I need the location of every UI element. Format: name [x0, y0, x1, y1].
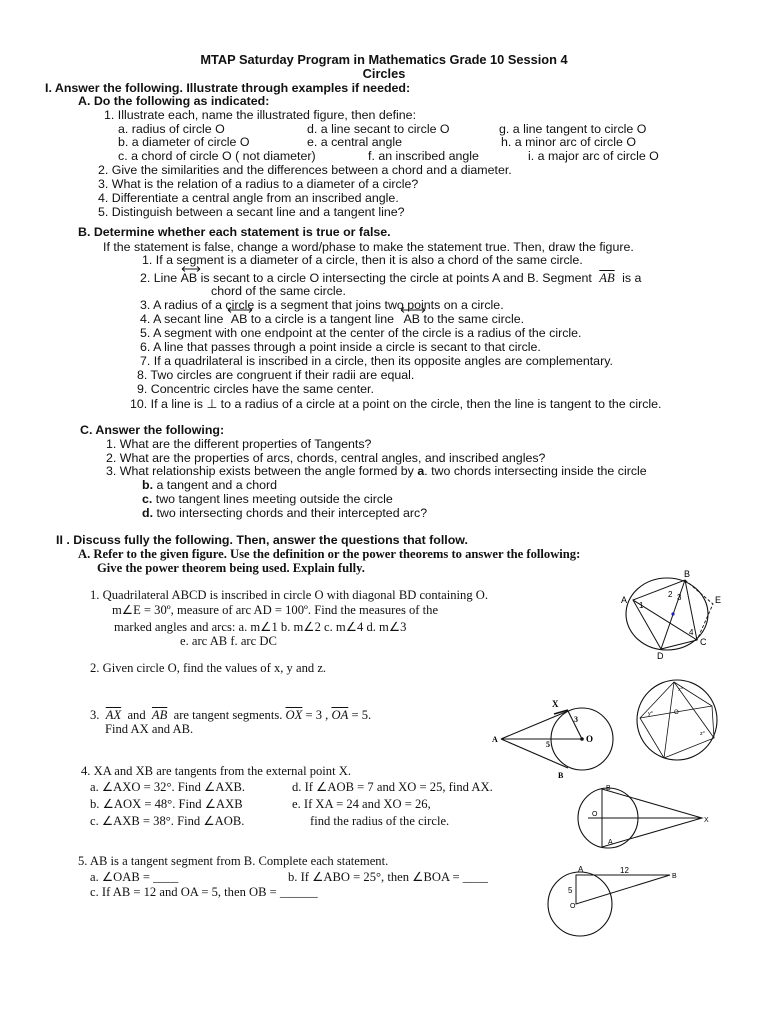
problem-1-line3: marked angles and arcs: a. m∠1 b. m∠2 c. m∠4 d. m∠3	[114, 620, 407, 634]
part2-heading: II . Discuss fully the following. Then, answer the questions that follow.	[56, 533, 468, 547]
fig3-label: O	[586, 734, 594, 744]
section-c-heading: C. Answer the following:	[80, 423, 225, 437]
figure-3-tangent-segments	[488, 698, 628, 786]
problem-2: 2. Given circle O, find the values of x, y and z.	[90, 661, 327, 675]
line-ab-notation: AB	[181, 271, 198, 285]
fig4-label: B	[606, 785, 611, 792]
problem-4-d: d. If ∠AOB = 7 and XO = 25, find AX.	[292, 780, 493, 794]
fig2-label: O	[674, 710, 679, 716]
c-q3-b: b. a tangent and a chord	[142, 478, 278, 492]
page-subtitle: Circles	[362, 66, 406, 81]
double-arrow-icon	[400, 307, 426, 313]
fig1-label: 2	[668, 590, 673, 599]
fig5-label: 5	[568, 886, 573, 895]
line-ab-notation: AB	[231, 312, 248, 326]
b-statement-3: 3. A radius of a circle is a segment that joins two points on a circle.	[140, 298, 504, 312]
a-q1-item: g. a line tangent to circle O	[499, 122, 647, 136]
fig3-label: 5	[546, 740, 550, 749]
a-q2: 2. Give the similarities and the differences between a chord and a diameter.	[98, 163, 512, 177]
page-title: MTAP Saturday Program in Mathematics Grade 10 Session 4	[200, 52, 568, 67]
c-q2: 2. What are the properties of arcs, chords, central angles, and inscribed angles?	[106, 451, 546, 465]
fig1-label: C	[700, 637, 707, 647]
section-a-heading: A. Do the following as indicated:	[78, 94, 270, 108]
a-q1-item: e. a central angle	[307, 135, 403, 149]
a-q1-item: b. a diameter of circle O	[118, 135, 250, 149]
problem-4-c: c. ∠AXB = 38°. Find ∠AOB.	[90, 814, 245, 828]
problem-1-line1: 1. Quadrilateral ABCD is inscribed in circle O with diagonal BD containing O.	[90, 588, 489, 602]
b-statement-7: 7. If a quadrilateral is inscribed in a circle, then its opposite angles are complementary.	[140, 354, 613, 368]
double-arrow-icon	[227, 307, 253, 313]
a-q5: 5. Distinguish between a secant line and a tangent line?	[98, 205, 405, 219]
problem-4-e-cont: find the radius of the circle.	[310, 814, 450, 828]
section-b-instructions: If the statement is false, change a word/phase to make the statement true. Then, draw the figure.	[103, 240, 634, 254]
problem-3-find: Find AX and AB.	[105, 722, 194, 736]
fig3-label: 3	[574, 715, 578, 724]
b-statement-1: 1. If a segment is a diameter of a circle, then it is also a chord of the same circle.	[142, 253, 583, 267]
b-statement-5: 5. A segment with one endpoint at the center of the circle is a radius of the circle.	[140, 326, 582, 340]
part2-a-heading: A. Refer to the given figure. Use the definition or the power theorems to answer the following:	[78, 547, 581, 561]
b-statement-2: 2. Line AB is secant to a circle O intersecting the circle at points A and B. Segment $\overline{AB}$ is a	[140, 271, 641, 285]
a-q1-item: f. an inscribed angle	[368, 149, 479, 163]
figure-5-tangent-segment	[540, 862, 690, 942]
c-q3: 3. What relationship exists between the angle formed by a. two chords intersecting inside the circle	[106, 464, 647, 478]
fig2-label: x°	[678, 687, 683, 693]
problem-4-e: e. If XA = 24 and XO = 26,	[292, 797, 431, 811]
a-q1-item: d. a line secant to circle O	[307, 122, 450, 136]
fig4-label: O	[592, 811, 598, 818]
b-statement-2-cont: chord of the same circle.	[211, 284, 346, 298]
a-q3: 3. What is the relation of a radius to a diameter of a circle?	[98, 177, 419, 191]
fig4-label: A	[608, 839, 613, 846]
problem-5-heading: 5. AB is a tangent segment from B. Complete each statement.	[78, 854, 389, 868]
a-q4: 4. Differentiate a central angle from an inscribed angle.	[98, 191, 399, 205]
part1-heading: I. Answer the following. Illustrate through examples if needed:	[45, 81, 411, 95]
fig1-label: E	[715, 595, 722, 605]
double-arrow-icon	[181, 266, 201, 272]
fig3-label: A	[492, 735, 498, 744]
figure-4-tangents-external	[572, 782, 722, 852]
segment-ab-notation: $\overline{AB}$	[599, 271, 615, 285]
fig3-label: X	[552, 699, 559, 709]
c-q3-c: c. two tangent lines meeting outside the circle	[142, 492, 393, 506]
fig2-label: z°	[700, 731, 705, 737]
b-statement-8: 8. Two circles are congruent if their radii are equal.	[137, 368, 415, 382]
fig1-label: 4	[689, 628, 694, 637]
fig1-label: 1	[639, 601, 644, 610]
c-q1: 1. What are the different properties of Tangents?	[106, 437, 372, 451]
fig1-label: A	[621, 595, 628, 605]
part2-a-heading2: Give the power theorem being used. Explain fully.	[97, 561, 365, 575]
problem-5-c: c. If AB = 12 and OA = 5, then OB = ______	[90, 885, 318, 899]
line-ab-notation: AB	[404, 312, 421, 326]
b-statement-9: 9. Concentric circles have the same center.	[137, 382, 374, 396]
problem-4-b: b. ∠AOX = 48°. Find ∠AXB	[90, 797, 243, 811]
fig1-label: D	[657, 651, 664, 661]
problem-4-heading: 4. XA and XB are tangents from the external point X.	[81, 764, 351, 778]
problem-5-a: a. ∠OAB = ____	[90, 870, 179, 884]
problem-1-line4: e. arc AB f. arc DC	[180, 634, 277, 648]
a-q1-item: a. radius of circle O	[118, 122, 225, 136]
b-statement-10: 10. If a line is ⊥ to a radius of a circle at a point on the circle, then the line is tangent to the circle.	[130, 397, 662, 411]
section-b-heading: B. Determine whether each statement is true or false.	[78, 225, 391, 239]
a-q1-item: i. a major arc of circle O	[528, 149, 659, 163]
a-q1-item: c. a chord of circle O ( not diameter)	[118, 149, 316, 163]
problem-4-a: a. ∠AXO = 32°. Find ∠AXB.	[90, 780, 246, 794]
problem-5-b: b. If ∠ABO = 25°, then ∠BOA = ____	[288, 870, 488, 884]
fig1-label: B	[684, 569, 691, 579]
b-statement-6: 6. A line that passes through a point inside a circle is secant to that circle.	[140, 340, 541, 354]
figure-1-inscribed-quadrilateral	[615, 570, 735, 660]
fig2-label: y°	[648, 711, 653, 717]
fig1-label: 3	[677, 593, 682, 602]
b-statement-4: 4. A secant line AB to a circle is a tangent line AB to the same circle.	[140, 312, 524, 326]
problem-3: 3. $\overline{AX}$ and $\overline{AB}$ are tangent segments. $\overline{OX} = 3$ , $\overline{OA} = 5$.	[90, 708, 372, 722]
fig5-label: B	[672, 873, 677, 880]
a-q1: 1. Illustrate each, name the illustrated figure, then define:	[104, 108, 417, 122]
fig3-label: B	[558, 771, 564, 780]
a-q1-item: h. a minor arc of circle O	[501, 135, 636, 149]
fig5-label: O	[570, 903, 576, 910]
figure-2-circle-xyz	[634, 678, 724, 762]
fig4-label: X	[704, 817, 709, 824]
fig5-label: 12	[620, 866, 629, 875]
fig5-label: A	[578, 865, 584, 874]
problem-1-line2: m∠E = 30º, measure of arc AD = 100º. Find the measures of the	[112, 603, 439, 617]
c-q3-d: d. two intersecting chords and their intercepted arc?	[142, 506, 428, 520]
